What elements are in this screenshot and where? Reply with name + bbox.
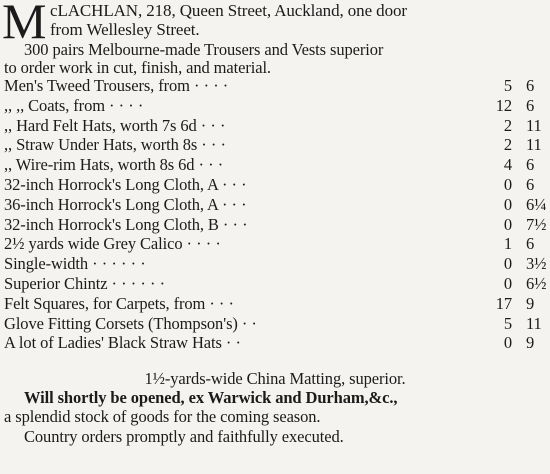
item-description: 36-inch Horrock's Long Cloth, A · · · xyxy=(4,195,247,214)
price-shillings: 0 xyxy=(503,254,512,274)
price-row xyxy=(4,274,547,293)
price-pence: 6¼ xyxy=(526,194,547,214)
price-shillings: 17 xyxy=(495,293,512,313)
price-shillings: 4 xyxy=(503,155,512,175)
price-row xyxy=(4,194,547,214)
price-shillings: 2 xyxy=(503,115,512,135)
price-pence: 7½ xyxy=(526,214,547,234)
price-pence: 9 xyxy=(526,293,535,313)
price-row xyxy=(4,136,544,154)
item-description: ,, Hard Felt Hats, worth 7s 6d · · · xyxy=(4,116,226,135)
matting-line: 1½-yards-wide China Matting, superior. xyxy=(144,369,406,388)
item-description: Glove Fitting Corsets (Thompson's) · · xyxy=(4,314,257,333)
price-row xyxy=(4,176,544,194)
price-pence: 11 xyxy=(526,115,542,135)
leader-dots: · · · · xyxy=(186,235,221,254)
leader-dots: · · · xyxy=(209,294,235,313)
price-shillings: 0 xyxy=(503,175,512,194)
price-pence: 9 xyxy=(526,333,535,353)
item-description: ,, ,, Coats, from · · · · xyxy=(4,96,144,115)
price-row xyxy=(4,77,544,95)
price-shillings: 0 xyxy=(503,194,512,214)
price-pence: 6 xyxy=(526,155,535,175)
price-row xyxy=(4,117,544,135)
price-pence: 11 xyxy=(526,313,542,333)
price-row xyxy=(4,315,544,333)
drop-cap: M xyxy=(2,0,47,49)
price-row xyxy=(4,156,544,174)
header-line-2: from Wellesley Street. xyxy=(50,20,200,39)
leader-dots: · · · xyxy=(222,215,248,234)
price-pence: 11 xyxy=(526,135,542,155)
price-shillings: 5 xyxy=(503,313,512,333)
leader-dots: · · xyxy=(241,314,257,333)
leader-dots: · · · xyxy=(200,116,226,135)
price-shillings: 0 xyxy=(503,214,512,234)
leader-dots: · · · · · · xyxy=(92,255,146,274)
item-description: Superior Chintz · · · · · · xyxy=(4,275,166,293)
item-description: ,, Wire-rim Hats, worth 8s 6d · · · xyxy=(4,156,224,175)
leader-dots: · · · xyxy=(198,156,224,175)
price-row xyxy=(4,295,544,313)
opening-line-2: a splendid stock of goods for the coming season. xyxy=(4,407,321,426)
price-pence: 6 xyxy=(526,234,535,254)
opening-line-1: Will shortly be opened, ex Warwick and Durham,&c., xyxy=(24,388,398,407)
leader-dots: · · · · xyxy=(193,77,229,95)
price-shillings: 2 xyxy=(503,135,512,155)
price-row xyxy=(4,97,544,115)
item-description: Felt Squares, for Carpets, from · · · xyxy=(4,294,235,313)
price-row xyxy=(4,214,547,234)
price-shillings: 1 xyxy=(503,234,512,254)
intro-line-2: to order work in cut, finish, and material. xyxy=(4,58,271,77)
price-shillings: 0 xyxy=(503,274,512,293)
price-pence: 6 xyxy=(526,175,535,194)
item-description: 32-inch Horrock's Long Cloth, A · · · xyxy=(4,176,247,194)
intro-line-1: 300 pairs Melbourne-made Trousers and Vests superior xyxy=(24,40,384,59)
item-description: A lot of Ladies' Black Straw Hats · · xyxy=(4,334,241,353)
leader-dots: · · · · xyxy=(109,96,144,115)
leader-dots: · · · · · · xyxy=(111,275,166,293)
leader-dots: · · · xyxy=(221,176,247,194)
item-description: Men's Tweed Trousers, from · · · · xyxy=(4,77,229,95)
price-pence: 3½ xyxy=(526,254,547,274)
price-row xyxy=(4,254,547,274)
price-shillings: 5 xyxy=(503,76,512,95)
price-shillings: 12 xyxy=(495,95,512,115)
price-row xyxy=(4,334,544,352)
header-line-1: cLACHLAN, 218, Queen Street, Auckland, one door xyxy=(50,1,407,20)
price-pence: 6½ xyxy=(526,274,547,293)
leader-dots: · · · xyxy=(221,195,247,214)
item-description: 32-inch Horrock's Long Cloth, B · · · xyxy=(4,215,248,234)
price-row xyxy=(4,235,544,253)
leader-dots: · · xyxy=(225,334,241,353)
item-description: Single-width · · · · · · xyxy=(4,255,146,274)
item-description: 2½ yards wide Grey Calico · · · · xyxy=(4,235,221,254)
leader-dots: · · · xyxy=(201,136,227,155)
item-description: ,, Straw Under Hats, worth 8s · · · xyxy=(4,136,227,155)
country-orders-line: Country orders promptly and faithfully executed. xyxy=(24,427,344,446)
price-pence: 6 xyxy=(526,95,535,115)
price-shillings: 0 xyxy=(503,333,512,353)
price-pence: 6 xyxy=(526,76,535,95)
